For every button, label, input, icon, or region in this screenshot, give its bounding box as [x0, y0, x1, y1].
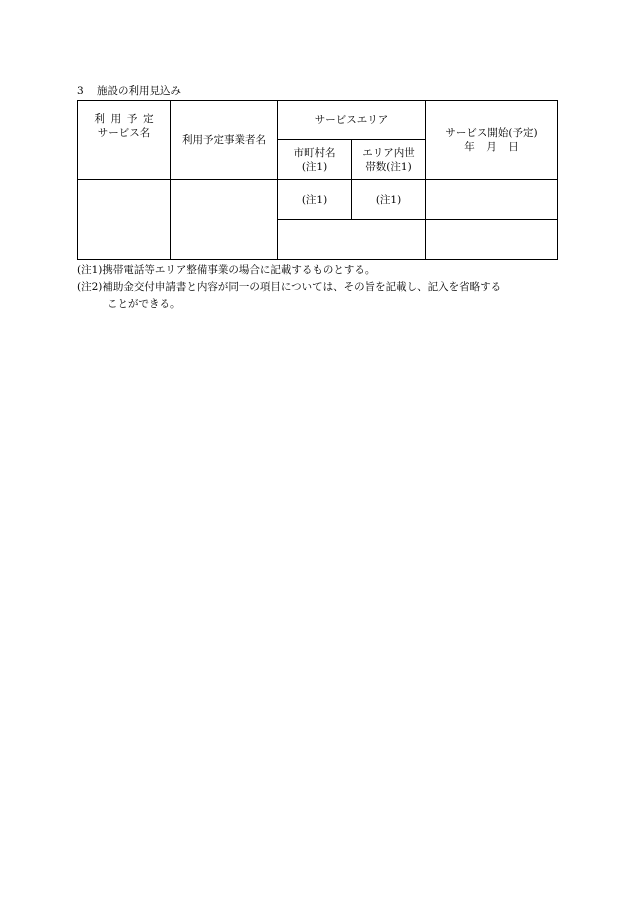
header-service-start: [426, 101, 558, 180]
cell-service-name-value[interactable]: [78, 180, 171, 260]
subheader-households-line2: 帯数(注1): [365, 160, 412, 173]
header-start-line1: サービス開始(予定): [445, 127, 538, 139]
section-title: 施設の利用見込み: [97, 85, 181, 97]
cell-area-value[interactable]: [278, 220, 426, 260]
header-service-area: サービスエリア: [278, 101, 426, 140]
subheader-municipality-line2: (注1): [301, 160, 328, 173]
cell-municipality-note: (注1): [278, 180, 352, 220]
note-2-line2: ことができる。: [107, 298, 181, 310]
facility-usage-table: [77, 100, 558, 260]
cell-operator-value[interactable]: [171, 180, 278, 260]
header-service-name-line2: サービス名: [97, 127, 151, 139]
header-service-name: [78, 101, 171, 180]
notes: [77, 262, 557, 313]
note-2-line1: (注2)補助金交付申請書と内容が同一の項目については、その旨を記載し、記入を省略する: [77, 281, 502, 293]
subheader-municipality: [278, 140, 352, 180]
header-service-name-line1: 利用予定: [94, 113, 160, 125]
section-number: 3: [77, 85, 84, 97]
note-1: (注1)携帯電話等エリア整備事業の場合に記載するものとする。: [77, 264, 376, 276]
section-heading: [77, 84, 557, 98]
header-start-line2: 年月日: [464, 141, 531, 153]
cell-start-value-1[interactable]: [426, 180, 558, 220]
subheader-households: [352, 140, 426, 180]
document-body: [77, 84, 557, 313]
cell-start-value-2[interactable]: [426, 220, 558, 260]
subheader-households-line1: エリア内世: [362, 146, 415, 159]
header-operator: 利用予定事業者名: [171, 101, 278, 180]
subheader-municipality-line1: 市町村名: [293, 146, 336, 159]
cell-households-note: (注1): [352, 180, 426, 220]
